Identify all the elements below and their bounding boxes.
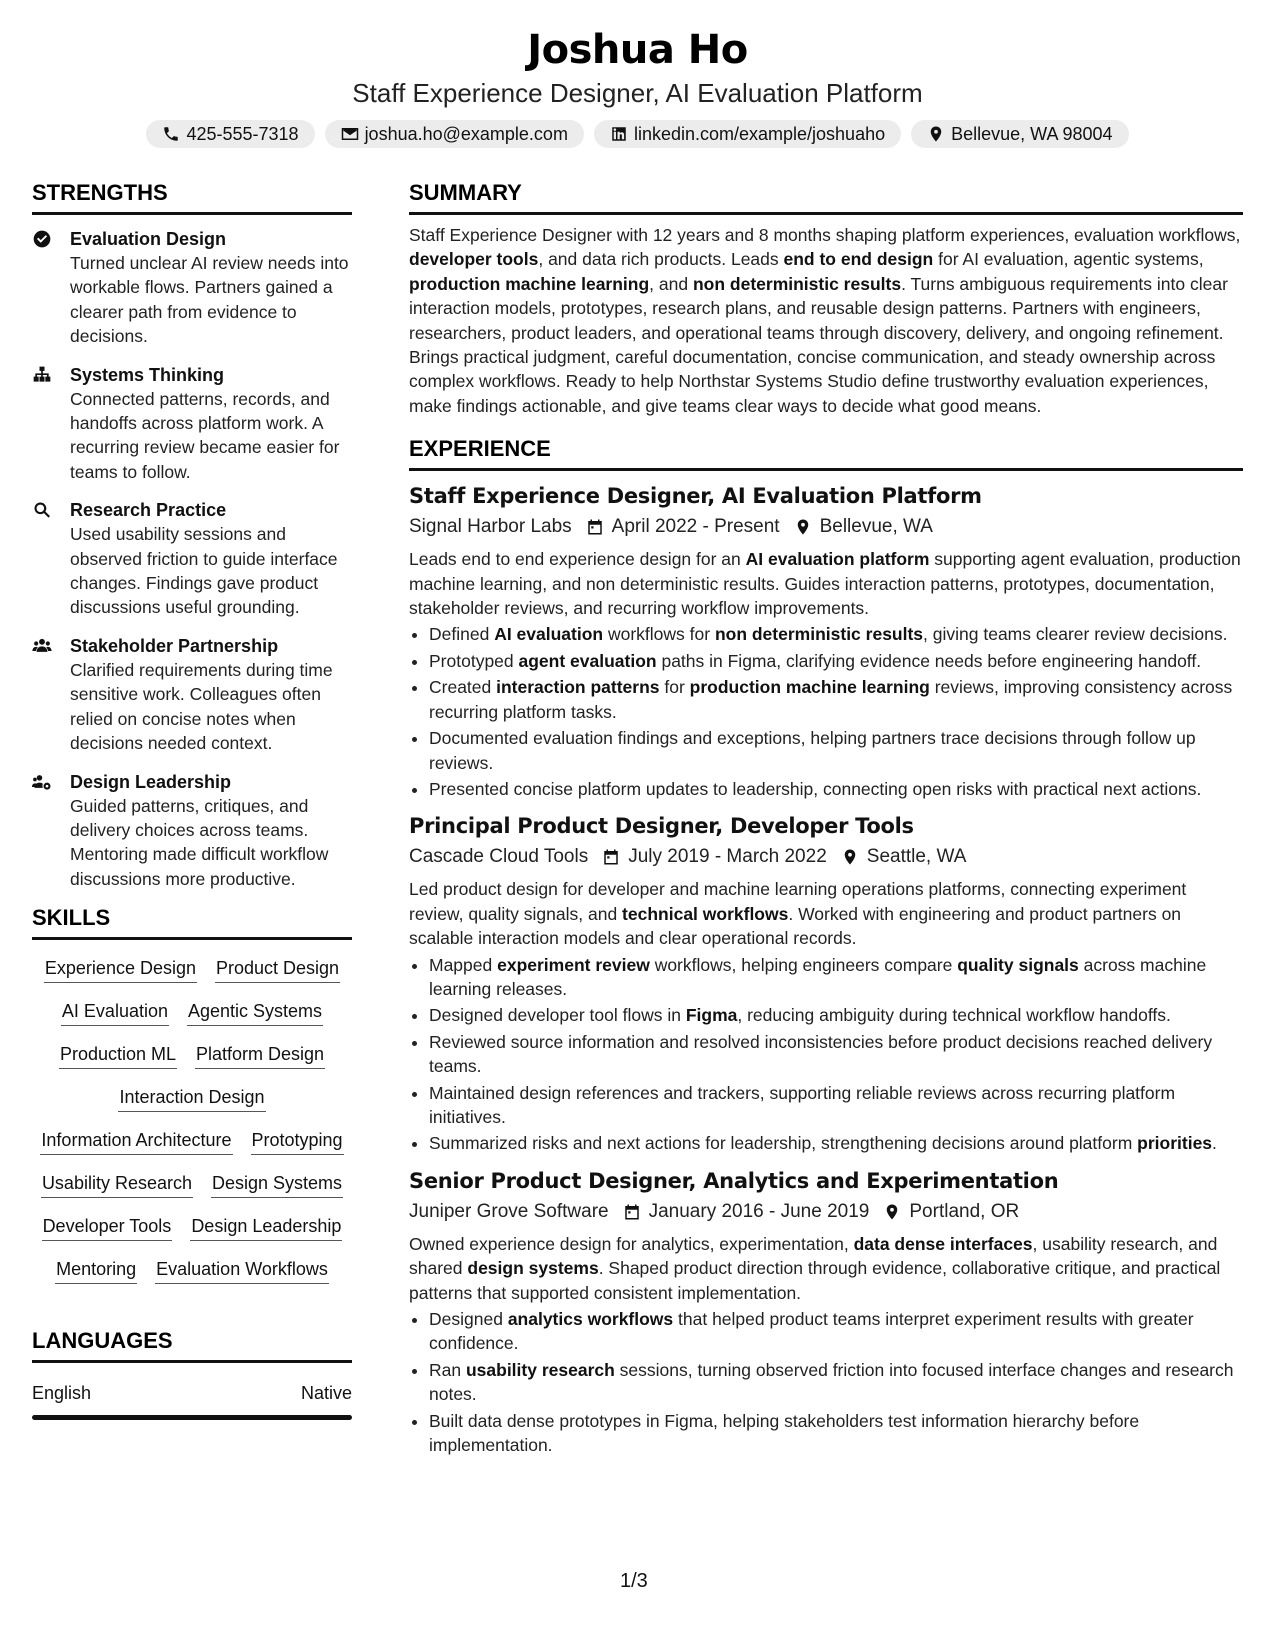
skill-tag: Design Systems [211, 1171, 343, 1198]
strength-item [32, 363, 352, 485]
job-meta [409, 843, 1243, 871]
summary-heading: SUMMARY [409, 180, 1243, 215]
skill-tag: AI Evaluation [61, 999, 169, 1026]
job-meta [409, 1198, 1243, 1226]
location-text: Bellevue, WA 98004 [951, 124, 1113, 144]
job-bullet: • Presented concise platform updates to leadership, connecting open risks with practical next actions. [429, 777, 1243, 801]
check-circle-icon [32, 229, 52, 249]
strengths-list [32, 227, 352, 891]
job-bullets [429, 622, 1243, 801]
strength-text: Used usability sessions and observed friction to guide interface changes. Findings gave product discussions useful grounding. [70, 524, 338, 618]
linkedin-icon [610, 125, 628, 143]
calendar-icon [602, 848, 620, 866]
strength-item [32, 498, 352, 620]
skill-tag: Prototyping [251, 1128, 344, 1155]
candidate-name: Joshua Ho [527, 27, 748, 73]
map-marker-icon [927, 125, 945, 143]
job-bullet: • Documented evaluation findings and exceptions, helping partners trace decisions through follow up reviews. [429, 726, 1243, 775]
strengths-heading: STRENGTHS [32, 180, 352, 215]
email-text: joshua.ho@example.com [364, 124, 568, 144]
job-bullets [429, 1307, 1243, 1457]
strength-title: Stakeholder Partnership [70, 635, 279, 656]
skill-tag: Design Leadership [190, 1214, 342, 1241]
calendar-icon [586, 518, 604, 536]
skill-tag: Information Architecture [40, 1128, 232, 1155]
strength-title: Design Leadership [70, 771, 232, 792]
languages-heading: LANGUAGES [32, 1328, 352, 1363]
job-bullet: • Designed analytics workflows that helped product teams interpret experiment results with greater confidence. [429, 1307, 1243, 1356]
job-location: Portland, OR [909, 1200, 1020, 1222]
skills-heading: SKILLS [32, 905, 352, 940]
strength-item [32, 227, 352, 349]
language-row [32, 1381, 352, 1405]
summary-text: Staff Experience Designer with 12 years and 8 months shaping platform experiences, evaluation workflows, developer tools, and data rich products. Leads end to end design for AI evaluation, agentic systems, production machine learning, and non deterministic results. Turns ambiguous requirements into clear interaction models, prototypes, research plans, and reusable design patterns. Partners with engineers, researchers, product leaders, and operational teams through discovery, delivery, and ongoing refinement. Brings practical judgment, careful documentation, concise communication, and steady ownership across complex workflows. Ready to help Northstar Systems Studio define trustworthy evaluation experiences, make findings actionable, and give teams clear ways to decide what good means. [409, 225, 1241, 416]
phone-icon [162, 125, 180, 143]
job-bullet: • Prototyped agent evaluation paths in Figma, clarifying evidence needs before engineering handoff. [429, 649, 1243, 673]
users-icon [32, 636, 52, 656]
phone-text: 425-555-7318 [186, 124, 299, 144]
job-company: Juniper Grove Software [409, 1200, 609, 1222]
contact-phone[interactable] [146, 120, 314, 148]
job-dates: January 2016 - June 2019 [648, 1200, 870, 1222]
job-bullet: • Summarized risks and next actions for leadership, strengthening decisions around platform priorities. [429, 1131, 1243, 1155]
users-gear-icon [32, 772, 52, 792]
experience-heading: EXPERIENCE [409, 436, 1243, 471]
strength-text: Clarified requirements during time sensitive work. Colleagues often relied on concise notes when decisions needed context. [70, 659, 333, 754]
job-company: Signal Harbor Labs [409, 516, 572, 538]
calendar-icon [623, 1203, 641, 1221]
skill-tag: Evaluation Workflows [155, 1257, 329, 1284]
job-meta [409, 513, 1243, 541]
map-marker-icon [841, 848, 859, 866]
resume-header [0, 24, 1275, 148]
job-entry [409, 811, 1243, 1155]
page-number: 1/3 [620, 1570, 648, 1592]
contact-email[interactable] [325, 120, 584, 148]
skill-tag: Interaction Design [118, 1085, 265, 1112]
strength-item [32, 634, 352, 756]
map-marker-icon [794, 518, 812, 536]
skills-list [32, 956, 352, 1284]
language-level: Native [300, 1383, 352, 1404]
job-bullet: • Reviewed source information and resolved inconsistencies before product decisions reached delivery teams. [429, 1030, 1243, 1079]
skill-tag: Experience Design [44, 956, 197, 983]
job-bullet: • Maintained design references and trackers, supporting reliable reviews across recurring platform initiatives. [429, 1081, 1243, 1130]
job-bullet: • Defined AI evaluation workflows for non deterministic results, giving teams clearer review decisions. [429, 622, 1243, 646]
search-icon [32, 500, 52, 520]
strength-text: Guided patterns, critiques, and delivery choices across teams. Mentoring made difficult workflow discussions more productive. [70, 795, 329, 889]
language-name: English [32, 1383, 92, 1404]
job-title: Senior Product Designer, Analytics and Experimentation [409, 1168, 1059, 1193]
job-location: Bellevue, WA [819, 516, 933, 538]
job-dates: July 2019 - March 2022 [628, 846, 827, 868]
job-location: Seattle, WA [866, 846, 967, 868]
job-entry [409, 481, 1243, 801]
job-bullets [429, 953, 1243, 1156]
skill-tag: Production ML [59, 1042, 177, 1069]
sitemap-icon [32, 365, 52, 385]
job-bullet: • Designed developer tool flows in Figma, reducing ambiguity during technical workflow handoffs. [429, 1003, 1243, 1027]
job-title: Staff Experience Designer, AI Evaluation Platform [409, 484, 982, 509]
job-description: Led product design for developer and machine learning operations platforms, connecting experiment review, quality signals, and technical workflows. Worked with engineering and product partners on scalable interaction models and clear operational records. [409, 879, 1187, 949]
strength-text: Connected patterns, records, and handoffs across platform work. A recurring review became easier for teams to follow. [70, 388, 340, 482]
language-proficiency-bar [32, 1415, 352, 1420]
contact-linkedin[interactable] [594, 120, 901, 148]
strength-item [32, 770, 352, 892]
strength-title: Evaluation Design [70, 229, 227, 249]
right-column [409, 180, 1243, 1459]
job-entry [409, 1166, 1243, 1458]
skill-tag: Platform Design [195, 1042, 325, 1069]
contact-location [911, 120, 1128, 148]
envelope-icon [341, 125, 359, 143]
job-description: Leads end to end experience design for an AI evaluation platform supporting agent evaluation, production machine learning, and non deterministic results. Guides interaction patterns, prototypes, documentation, stakeholder reviews, and recurring workflow improvements. [409, 549, 1241, 619]
map-marker-icon [883, 1203, 901, 1221]
job-title: Principal Product Designer, Developer Tools [409, 814, 914, 839]
candidate-role: Staff Experience Designer, AI Evaluation Platform [352, 78, 923, 108]
left-column [32, 180, 352, 1420]
skill-tag: Developer Tools [42, 1214, 173, 1241]
job-bullet: • Ran usability research sessions, turning observed friction into focused interface changes and research notes. [429, 1358, 1243, 1407]
strength-text: Turned unclear AI review needs into workable flows. Partners gained a clearer path from evidence to decisions. [70, 253, 349, 347]
skill-tag: Product Design [215, 956, 340, 983]
job-bullet: • Mapped experiment review workflows, helping engineers compare quality signals across machine learning releases. [429, 953, 1243, 1002]
job-company: Cascade Cloud Tools [409, 846, 589, 868]
linkedin-text: linkedin.com/example/joshuaho [633, 124, 886, 144]
strength-title: Systems Thinking [70, 364, 225, 385]
job-description: Owned experience design for analytics, experimentation, data dense interfaces, usability research, and shared design systems. Shaped product direction through evidence, collaborative critique, and practical patterns that supported consistent implementation. [409, 1233, 1221, 1303]
strength-title: Research Practice [70, 500, 227, 521]
job-bullet: • Created interaction patterns for production machine learning reviews, improving consistency across recurring platform tasks. [429, 675, 1243, 724]
skill-tag: Mentoring [55, 1257, 137, 1284]
skill-tag: Agentic Systems [187, 999, 323, 1026]
job-dates: April 2022 - Present [611, 516, 780, 538]
contact-bar [0, 120, 1275, 148]
job-bullet: • Built data dense prototypes in Figma, helping stakeholders test information hierarchy before implementation. [429, 1409, 1243, 1458]
skill-tag: Usability Research [41, 1171, 193, 1198]
